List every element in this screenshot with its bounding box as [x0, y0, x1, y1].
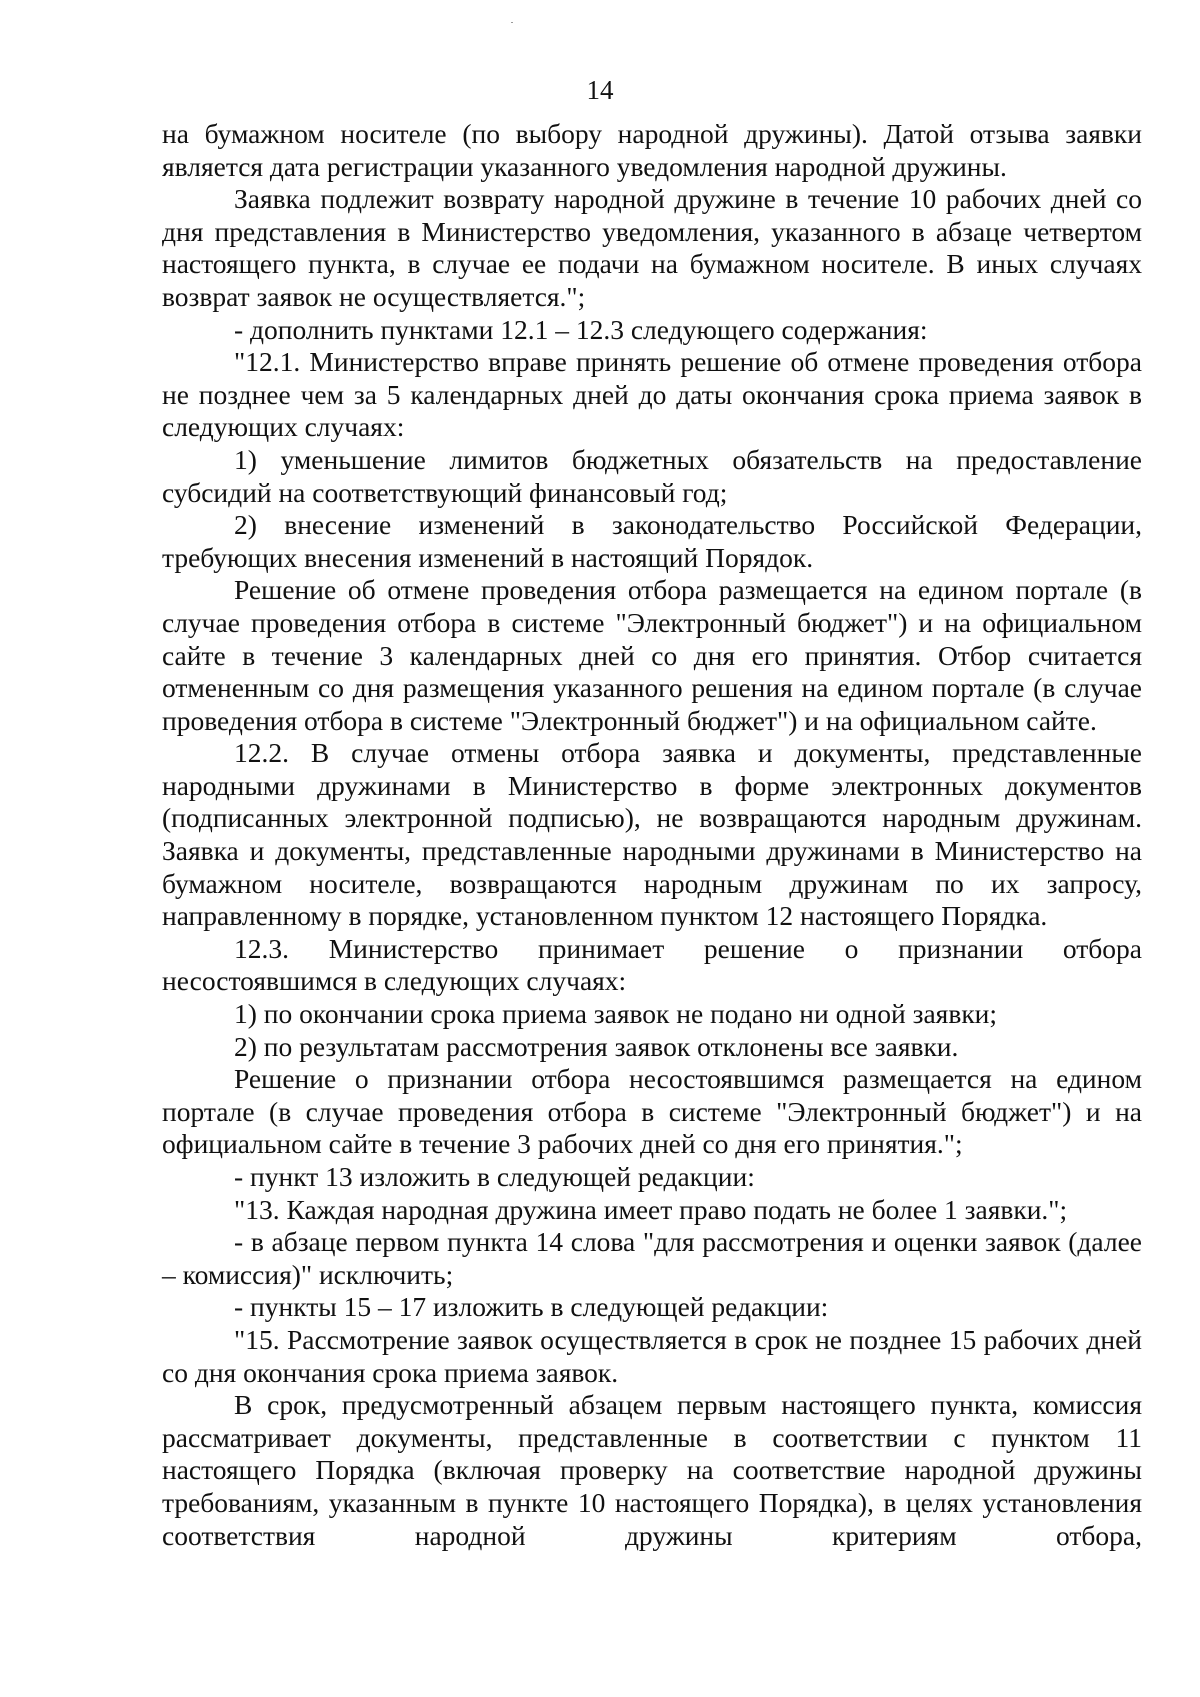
- paragraph: 12.2. В случае отмены отбора заявка и документы, представленные народными дружинами в Министерство в форме электронных документов (подписанных электронной подписью), не возвращаются народным дружинам. Заявка и документы, представленные народными дружинами в Министерство на бумажном носителе, возвращаются народным дружинам по их запросу, направленному в порядке, установленном пунктом 12 настоящего Порядка.: [162, 737, 1142, 932]
- paragraph: 1) по окончании срока приема заявок не подано ни одной заявки;: [234, 998, 998, 1030]
- paragraph: "13. Каждая народная дружина имеет право подать не более 1 заявки.";: [234, 1193, 1068, 1225]
- paragraph: Решение о признании отбора несостоявшимся размещается на едином портале (в случае проведения отбора в системе "Электронный бюджет") и на официальном сайте в течение 3 рабочих дней со дня его принятия.";: [162, 1063, 1142, 1160]
- paragraph: 1) уменьшение лимитов бюджетных обязательств на предоставление субсидий на соответствующий финансовый год;: [162, 443, 1142, 508]
- paragraph: В срок, предусмотренный абзацем первым настоящего пункта, комиссия рассматривает документы, представленные в соответствии с пунктом 11 настоящего Порядка (включая проверку на соответствие народной дружины требованиям, указанным в пункте 10 настоящего Порядка), в целях установления соответствия народной дружины критериям отбора,: [162, 1389, 1142, 1551]
- paragraph: - в абзаце первом пункта 14 слова "для рассмотрения и оценки заявок (далее – комиссия)" исключить;: [162, 1226, 1142, 1290]
- paragraph: 2) внесение изменений в законодательство Российской Федерации, требующих внесения изменений в настоящий Порядок.: [162, 509, 1142, 573]
- scan-artifact: [511, 22, 513, 23]
- paragraph: 12.3. Министерство принимает решение о признании отбора несостоявшимся в следующих случаях:: [162, 932, 1142, 997]
- document-body: [162, 118, 1142, 1552]
- paragraph: - пункт 13 изложить в следующей редакции:: [234, 1161, 755, 1192]
- paragraph: "12.1. Министерство вправе принять решение об отмене проведения отбора не позднее чем за 5 календарных дней до даты окончания срока приема заявок в следующих случаях:: [162, 346, 1142, 443]
- paragraph: - дополнить пунктами 12.1 – 12.3 следующего содержания:: [234, 313, 928, 345]
- paragraph: - пункты 15 – 17 изложить в следующей редакции:: [234, 1291, 829, 1323]
- page-number: 14: [586, 75, 614, 105]
- paragraph: 2) по результатам рассмотрения заявок отклонены все заявки.: [234, 1030, 959, 1062]
- paragraph: Решение об отмене проведения отбора размещается на едином портале (в случае проведения отбора в системе "Электронный бюджет") и на официальном сайте в течение 3 календарных дней со дня его принятия. Отбор считается отмененным со дня размещения указанного решения на едином портале (в случае проведения отбора в системе "Электронный бюджет") и на официальном сайте.: [162, 574, 1142, 736]
- paragraph: "15. Рассмотрение заявок осуществляется в срок не позднее 15 рабочих дней со дня окончания срока приема заявок.: [162, 1323, 1142, 1388]
- paragraph: на бумажном носителе (по выбору народной дружины). Датой отзыва заявки является дата регистрации указанного уведомления народной дружины.: [162, 118, 1142, 182]
- paragraph: Заявка подлежит возврату народной дружине в течение 10 рабочих дней со дня представления в Министерство уведомления, указанного в абзаце четвертом настоящего пункта, в случае ее подачи на бумажном носителе. В иных случаях возврат заявок не осуществляется.";: [162, 183, 1142, 312]
